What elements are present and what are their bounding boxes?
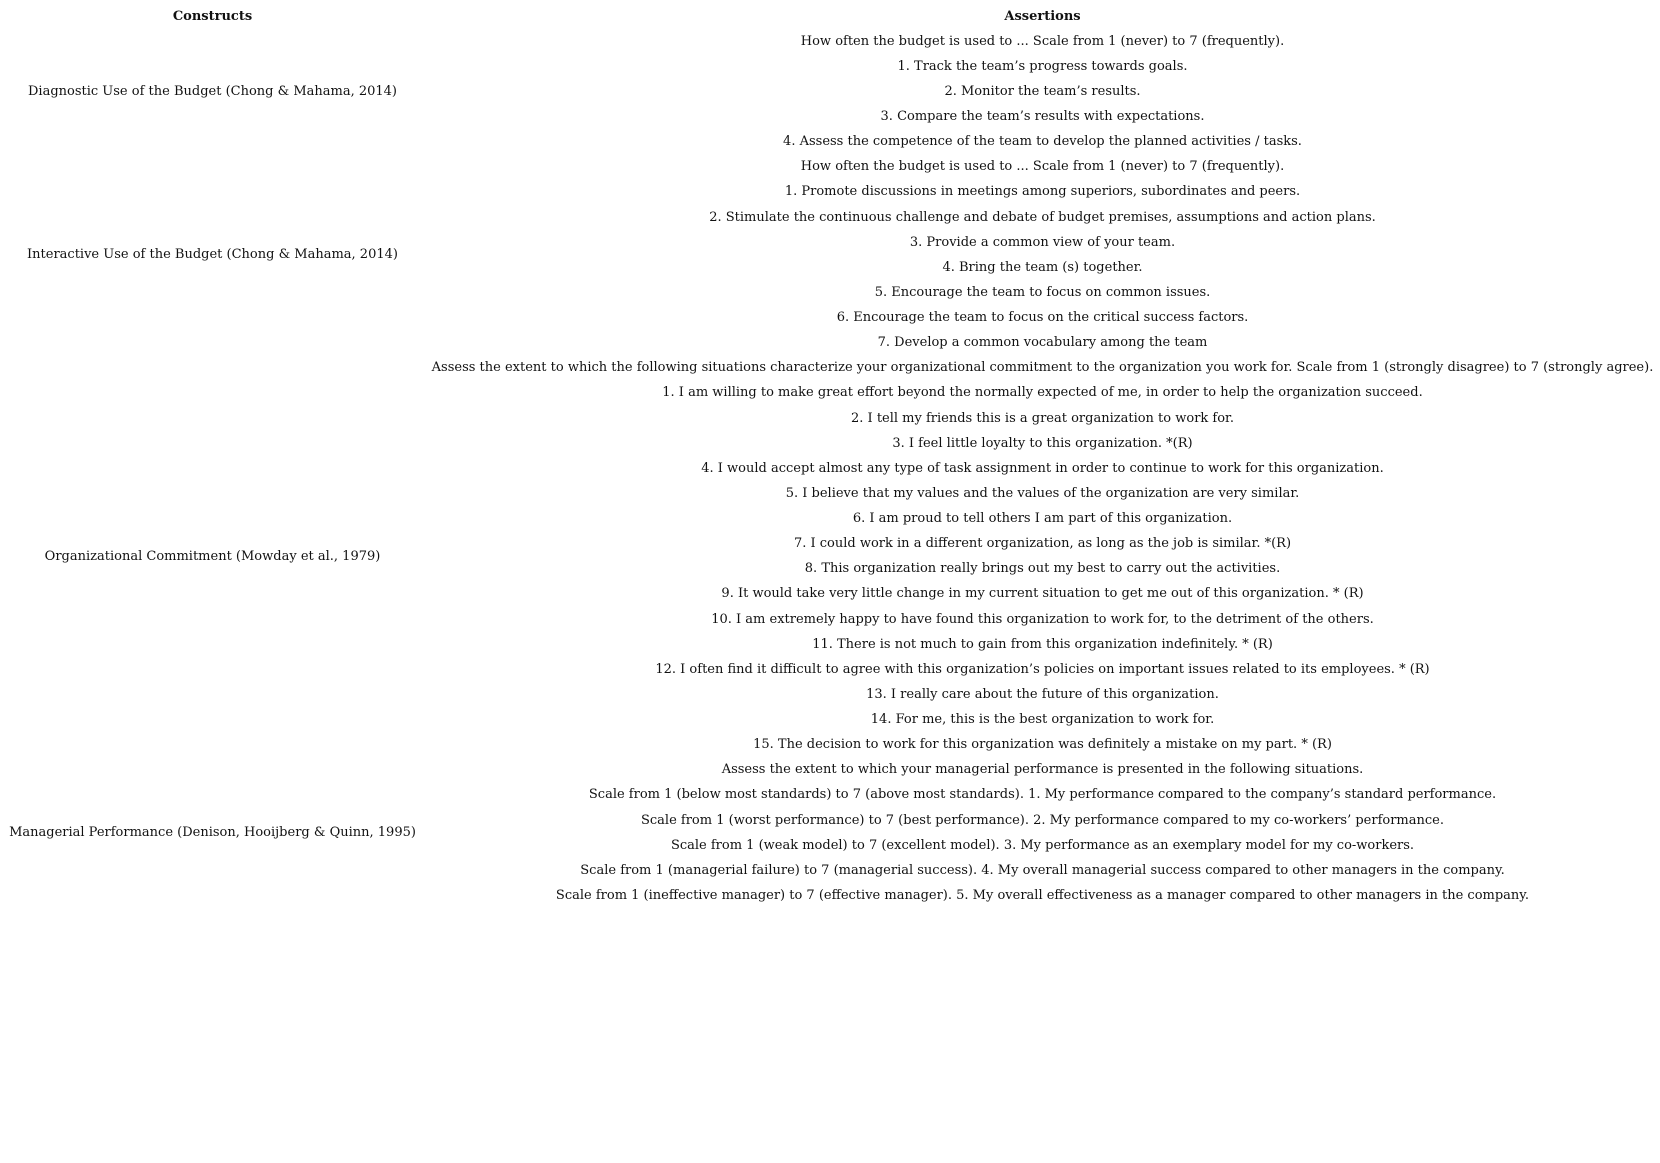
assertion-cell: 6. Encourage the team to focus on the critical success factors. <box>836 310 1249 326</box>
construct-cell: Managerial Performance (Denison, Hooijberg & Quinn, 1995) <box>9 825 416 841</box>
table-row <box>0 155 1660 180</box>
assertion-cell: 8. This organization really brings out my best to carry out the activities. <box>804 561 1281 577</box>
assertion-cell: 4. Bring the team (s) together. <box>942 259 1143 275</box>
assertion-cell: 3. Compare the team’s results with expectations. <box>880 109 1205 125</box>
assertion-cell: Scale from 1 (below most standards) to 7 (above most standards). 1. My performance compared to the company’s standard performance. <box>588 787 1497 803</box>
assertion-cell: 5. Encourage the team to focus on common issues. <box>874 284 1211 300</box>
assertion-cell: 9. It would take very little change in my current situation to get me out of this organization. * (R) <box>721 586 1364 602</box>
assertion-cell: 7. I could work in a different organization, as long as the job is similar. *(R) <box>793 536 1292 552</box>
construct-cell: Diagnostic Use of the Budget (Chong & Mahama, 2014) <box>27 83 397 99</box>
assertion-cell: 14. For me, this is the best organization to work for. <box>870 712 1215 728</box>
assertion-cell: 15. The decision to work for this organization was definitely a mistake on my part. * (R) <box>753 737 1332 753</box>
assertion-cell: Scale from 1 (weak model) to 7 (excellent model). 3. My performance as an exemplary model for my co-workers. <box>670 837 1415 853</box>
assertion-cell: How often the budget is used to ... Scale from 1 (never) to 7 (frequently). <box>800 159 1285 175</box>
assertion-cell: 1. I am willing to make great effort beyond the normally expected of me, in order to help the organization succeed. <box>662 385 1423 401</box>
assertion-cell: How often the budget is used to ... Scale from 1 (never) to 7 (frequently). <box>800 33 1285 49</box>
table-row <box>0 356 1660 381</box>
assertion-cell: 13. I really care about the future of this organization. <box>866 686 1219 702</box>
table-row <box>0 29 1660 54</box>
assertion-cell: 7. Develop a common vocabulary among the team <box>877 335 1208 351</box>
assertion-cell: 11. There is not much to gain from this organization indefinitely. * (R) <box>812 636 1273 652</box>
assertions-header: Assertions <box>1004 8 1081 24</box>
assertion-cell: 2. I tell my friends this is a great organization to work for. <box>851 410 1234 426</box>
table-body <box>0 29 1660 908</box>
assertion-cell: Scale from 1 (managerial failure) to 7 (managerial success). 4. My overall managerial success compared to other managers in the company. <box>580 862 1505 878</box>
construct-cell: Organizational Commitment (Mowday et al., 1979) <box>44 548 381 564</box>
assertion-cell: 3. I feel little loyalty to this organization. *(R) <box>892 435 1193 451</box>
assertion-cell: 2. Stimulate the continuous challenge and debate of budget premises, assumptions and action plans. <box>709 209 1376 225</box>
assertion-cell: 1. Promote discussions in meetings among superiors, subordinates and peers. <box>784 184 1301 200</box>
constructs-header: Constructs <box>172 8 253 24</box>
assertion-cell: 4. I would accept almost any type of task assignment in order to continue to work for this organization. <box>701 460 1384 476</box>
header-row <box>0 4 1660 29</box>
construct-cell: Interactive Use of the Budget (Chong & Mahama, 2014) <box>27 247 398 263</box>
assertion-cell: 2. Monitor the team’s results. <box>944 83 1141 99</box>
constructs-assertions-table <box>0 4 1660 909</box>
assertion-cell: Assess the extent to which the following situations characterize your organizational commitment to the organization you work for. Scale from 1 (strongly disagree) to 7 (strongly agree). <box>431 360 1654 376</box>
table-row <box>0 758 1660 783</box>
assertion-cell: 10. I am extremely happy to have found this organization to work for, to the detriment of the others. <box>711 611 1374 627</box>
assertion-cell: Scale from 1 (ineffective manager) to 7 (effective manager). 5. My overall effectiveness as a manager compared to other managers in the company. <box>555 887 1530 903</box>
assertion-cell: 6. I am proud to tell others I am part of this organization. <box>852 511 1233 527</box>
assertion-cell: 3. Provide a common view of your team. <box>909 234 1176 250</box>
assertion-cell: 1. Track the team’s progress towards goals. <box>897 58 1188 74</box>
assertion-cell: Assess the extent to which your managerial performance is presented in the following situations. <box>721 762 1364 778</box>
assertion-cell: 12. I often find it difficult to agree with this organization’s policies on important issues related to its employees. * (R) <box>655 661 1430 677</box>
assertion-cell: 5. I believe that my values and the values of the organization are very similar. <box>785 485 1300 501</box>
assertion-cell: Scale from 1 (worst performance) to 7 (best performance). 2. My performance compared to my co-workers’ performance. <box>640 812 1444 828</box>
assertion-cell: 4. Assess the competence of the team to develop the planned activities / tasks. <box>783 134 1302 150</box>
